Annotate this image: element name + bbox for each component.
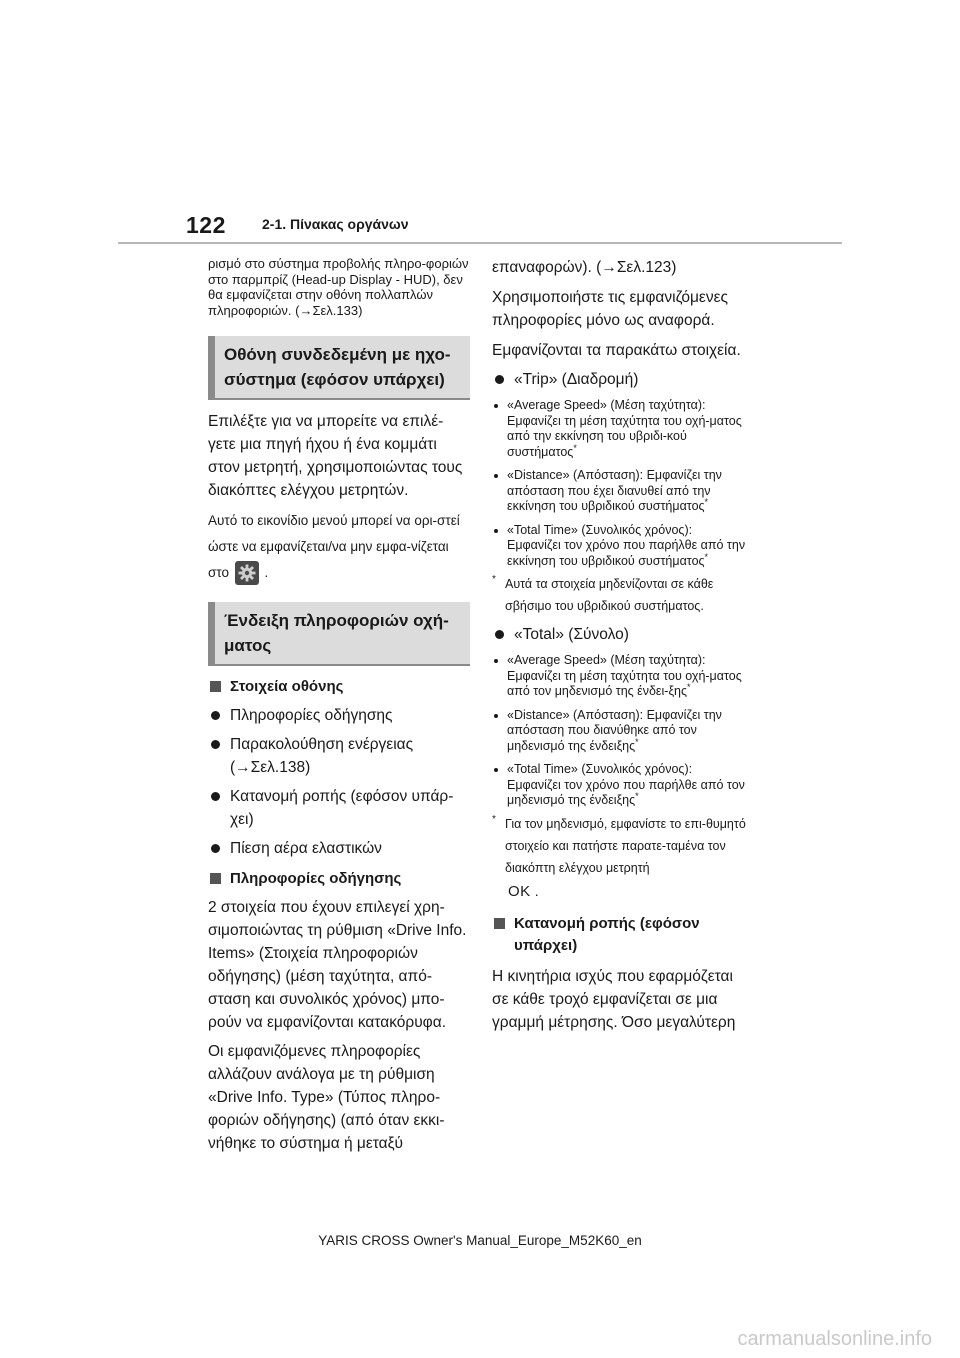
display-item (208, 704, 470, 727)
ok-key-end: . (534, 882, 539, 899)
subhead-driving-info-label: Πληροφορίες οδήγησης (230, 870, 402, 887)
gear-icon (235, 561, 259, 585)
audio-caption-end: . (264, 565, 269, 580)
small-bullet-icon (494, 714, 498, 718)
trip-footnote (492, 573, 748, 617)
subhead-torque-label: Κατανομή ροπής (εφόσον υπάρχει) (514, 914, 700, 954)
square-bullet-icon (210, 681, 221, 692)
bullet-icon (495, 630, 504, 639)
total-item-text: «Distance» (Απόσταση): Εμφανίζει την απόσταση που διανύθηκε από τον μηδενισμό της ένδειξης (507, 707, 722, 753)
bullet-icon (495, 375, 504, 384)
display-item (208, 785, 470, 831)
bullet-icon (211, 844, 220, 853)
right-column (492, 256, 748, 1034)
audio-paragraph: Επιλέξτε για να μπορείτε να επιλέ-γετε μια πηγή ήχου ή ένα κομμάτι στον μετρητή, χρησιμοποιώντας τους διακόπτες ελέγχου μετρητών. (208, 413, 463, 499)
trip-footnote-text: Αυτά τα στοιχεία μηδενίζονται σε κάθε σβήσιμο του υβριδικού συστήματος. (505, 577, 714, 613)
total-item (492, 653, 748, 700)
small-bullet-icon (494, 404, 498, 408)
torque-paragraph: Η κινητήρια ισχύς που εφαρμόζεται σε κάθε τροχό εμφανίζεται σε μια γραμμή μέτρησης. Όσο μεγαλύτερη (492, 967, 736, 1031)
watermark: carmanualsonline.info (737, 1328, 932, 1350)
square-bullet-icon (494, 918, 505, 929)
total-heading (492, 623, 748, 646)
left-column (208, 256, 470, 1155)
footer-manual-id: YARIS CROSS Owner's Manual_Europe_M52K60_en (318, 1233, 642, 1248)
total-item-text: «Average Speed» (Μέση ταχύτητα): Εμφανίζει τη μέση ταχύτητα του οχή-ματος από τον μηδενισμό της ένδει-ξης (507, 653, 742, 698)
square-bullet-icon (210, 873, 221, 884)
total-label: «Total» (Σύνολο) (514, 626, 629, 643)
driving-paragraph-1: 2 στοιχεία που έχουν επιλεγεί χρη-σιμοποιώντας τη ρύθμιση «Drive Info. Items» (Στοιχεία πληροφοριών οδήγησης) (μέση ταχύτητα, από-σταση και συνολικός χρόνος) μπο-ρούν να εμφανίζονται κατακόρυφα. (208, 899, 467, 1031)
ok-key-label: OK (508, 882, 531, 900)
note-marker: * (573, 442, 577, 453)
trip-heading (492, 368, 748, 391)
trip-item (492, 523, 748, 570)
ok-key-line (492, 883, 748, 901)
audio-caption (208, 508, 470, 586)
subhead-driving-info (208, 868, 470, 890)
heading-audio-display: Οθόνη συνδεδεμένη με ηχο-σύστημα (εφόσον υπάρχει) (208, 336, 470, 400)
subhead-display-items-label: Στοιχεία οθόνης (230, 678, 344, 695)
trip-label: «Trip» (Διαδρομή) (514, 371, 639, 388)
continuation-paragraph: επαναφορών). (→Σελ.123) (492, 259, 677, 276)
total-footnote-text: Για τον μηδενισμό, εμφανίστε το επι-θυμητό στοιχείο και πατήστε παρατε-ταμένα τον διακόπτη ελέγχου μετρητή (505, 816, 746, 875)
footnote-star: * (492, 574, 496, 585)
small-bullet-icon (494, 474, 498, 478)
display-item (208, 837, 470, 860)
trip-item-text: «Average Speed» (Μέση ταχύτητα): Εμφανίζει τη μέση ταχύτητα του οχή-ματος από την εκκίνηση του υβριδι-κού συστήματος (507, 398, 742, 459)
bullet-icon (211, 792, 220, 801)
trip-item-text: «Total Time» (Συνολικός χρόνος): Εμφανίζει τον χρόνο που παρήλθε από την εκκίνηση του υβριδικού συστήματος (507, 522, 746, 568)
small-bullet-icon (494, 659, 498, 663)
total-item-text: «Total Time» (Συνολικός χρόνος): Εμφανίζει τον χρόνο που παρήλθε από τον μηδενισμό της ένδειξης (507, 762, 745, 807)
trip-item (492, 398, 748, 460)
display-item-label: Πίεση αέρα ελαστικών (230, 840, 382, 857)
small-bullet-icon (494, 529, 498, 533)
subhead-torque (492, 913, 748, 957)
bullet-icon (211, 740, 220, 749)
page-number: 122 (186, 212, 226, 238)
note-marker: * (704, 551, 709, 562)
display-item-label: Πληροφορίες οδήγησης (230, 707, 393, 724)
note-marker: * (635, 790, 639, 801)
total-item (492, 762, 748, 809)
intro-paragraph: ρισμό στο σύστημα προβολής πληρο-φοριών στο παρμπρίζ (Head-up Display - HUD), δεν θα εμφανίζεται στην οθόνη πολλαπλών πληροφοριών. (→Σελ.133) (208, 256, 469, 318)
note-marker: * (635, 736, 639, 747)
reference-paragraph: Χρησιμοποιήστε τις εμφανιζόμενες πληροφορίες μόνο ως αναφορά. (492, 289, 728, 329)
display-item (208, 733, 470, 779)
note-marker: * (704, 496, 709, 507)
display-item-label: Παρακολούθηση ενέργειας (→Σελ.138) (230, 736, 414, 776)
trip-item (492, 468, 748, 515)
total-footnote (492, 813, 748, 879)
section-title: 2-1. Πίνακας οργάνων (262, 216, 409, 232)
header-rule (118, 242, 842, 244)
subhead-display-items (208, 676, 470, 698)
note-marker: * (687, 681, 691, 692)
total-item (492, 708, 748, 755)
footnote-star: * (492, 813, 496, 825)
bullet-icon (211, 711, 220, 720)
small-bullet-icon (494, 768, 498, 772)
display-item-label: Κατανομή ροπής (εφόσον υπάρ-χει) (230, 788, 454, 828)
audio-caption-text: Αυτό το εικονίδιο μενού μπορεί να ορι-στεί ώστε να εμφανίζεται/να μην εμφα-νίζεται στο (208, 513, 460, 580)
trip-item-text: «Distance» (Απόσταση): Εμφανίζει την απόσταση που έχει διανυθεί από την εκκίνηση του υβριδικού συστήματος (507, 468, 722, 513)
items-shown-paragraph: Εμφανίζονται τα παρακάτω στοιχεία. (492, 342, 741, 359)
driving-paragraph-2: Οι εμφανιζόμενες πληροφορίες αλλάζουν ανάλογα με τη ρύθμιση «Drive Info. Type» (Τύπος πληρο-φοριών οδήγησης) (από όταν εκκι-νήθηκε το σύστημα ή μεταξύ (208, 1043, 445, 1152)
heading-vehicle-info: Ένδειξη πληροφοριών οχή-ματος (208, 602, 470, 666)
